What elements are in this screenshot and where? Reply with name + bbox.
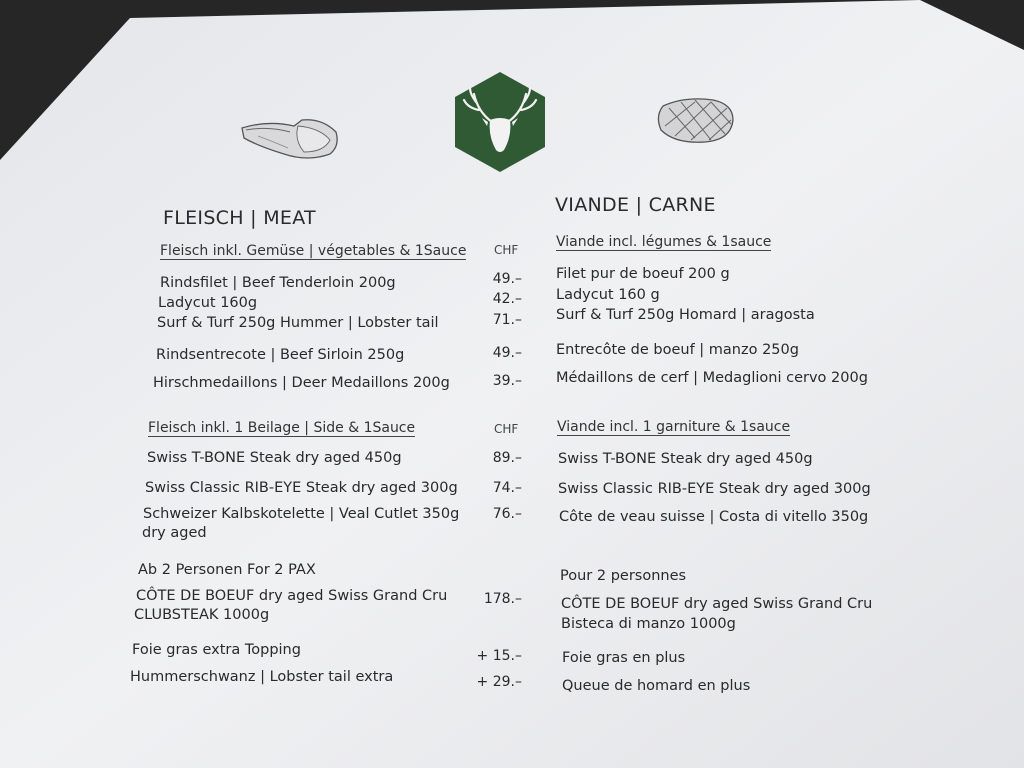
item-price: 74.–: [492, 480, 522, 496]
right-section-for-two: Pour 2 personnes: [560, 568, 687, 584]
extra-item: Foie gras extra Topping: [132, 642, 301, 658]
menu-item-fr: Côte de veau suisse | Costa di vitello 350g: [559, 509, 869, 525]
menu-item: Swiss Classic RIB-EYE Steak dry aged 300g: [145, 480, 458, 496]
extra-item: Hummerschwanz | Lobster tail extra: [130, 669, 394, 685]
cote-de-boeuf-fr-line1: CÔTE DE BOEUF dry aged Swiss Grand Cru: [561, 596, 873, 612]
menu-item-fr: Ladycut 160 g: [556, 287, 660, 303]
menu-item-fr: Swiss T-BONE Steak dry aged 450g: [558, 451, 813, 467]
menu-item: Surf & Turf 250g Hummer | Lobster tail: [157, 315, 439, 331]
item-price: 39.–: [492, 373, 522, 389]
currency-label-2: CHF: [494, 422, 519, 436]
item-price: 42.–: [492, 291, 522, 307]
menu-item-fr: Entrecôte de boeuf | manzo 250g: [556, 342, 799, 358]
cote-de-boeuf-line1: CÔTE DE BOEUF dry aged Swiss Grand Cru: [136, 588, 448, 604]
right-section-vegetables: Viande incl. légumes & 1sauce: [556, 234, 772, 250]
menu-item-fr: Filet pur de boeuf 200 g: [556, 266, 730, 282]
left-section-vegetables: Fleisch inkl. Gemüse | végetables & 1Sauce: [160, 243, 467, 259]
menu-item: Ladycut 160g: [158, 295, 258, 311]
extra-item-fr: Queue de homard en plus: [562, 678, 751, 694]
menu-item-fr: Médaillons de cerf | Medaglioni cervo 200g: [556, 370, 868, 386]
menu-item-fr: Surf & Turf 250g Homard | aragosta: [556, 307, 815, 323]
grilled-steak-icon: [655, 96, 737, 146]
menu-item: Swiss T-BONE Steak dry aged 450g: [147, 450, 402, 466]
extra-item-fr: Foie gras en plus: [562, 650, 686, 666]
currency-label-1: CHF: [494, 243, 519, 257]
left-section-side: Fleisch inkl. 1 Beilage | Side & 1Sauce: [148, 420, 416, 436]
stag-head-logo: [452, 70, 548, 174]
menu-item: Rindsfilet | Beef Tenderloin 200g: [160, 275, 396, 291]
cote-price: 178.–: [483, 591, 522, 607]
extra-price: + 29.–: [476, 674, 522, 690]
extra-price: + 15.–: [476, 648, 522, 664]
right-title: VIANDE | CARNE: [555, 194, 716, 216]
menu-item: Hirschmedaillons | Deer Medaillons 200g: [153, 375, 450, 391]
item-price: 76.–: [492, 506, 522, 522]
menu-item: Schweizer Kalbskotelette | Veal Cutlet 350g: [143, 506, 460, 522]
tbone-steak-icon: [238, 110, 342, 166]
right-section-side: Viande incl. 1 garniture & 1sauce: [557, 419, 791, 435]
cote-de-boeuf-line2: CLUBSTEAK 1000g: [134, 607, 270, 623]
menu-item: Rindsentrecote | Beef Sirloin 250g: [156, 347, 405, 363]
menu-item-fr: Swiss Classic RIB-EYE Steak dry aged 300g: [558, 481, 871, 497]
cote-de-boeuf-fr-line2: Bisteca di manzo 1000g: [561, 616, 736, 632]
item-price: 89.–: [492, 450, 522, 466]
left-title: FLEISCH | MEAT: [163, 207, 316, 229]
item-price: 71.–: [492, 312, 522, 328]
menu-item-note: dry aged: [142, 525, 207, 541]
item-price: 49.–: [492, 345, 522, 361]
left-section-for-two: Ab 2 Personen For 2 PAX: [138, 562, 316, 578]
item-price: 49.–: [492, 271, 522, 287]
